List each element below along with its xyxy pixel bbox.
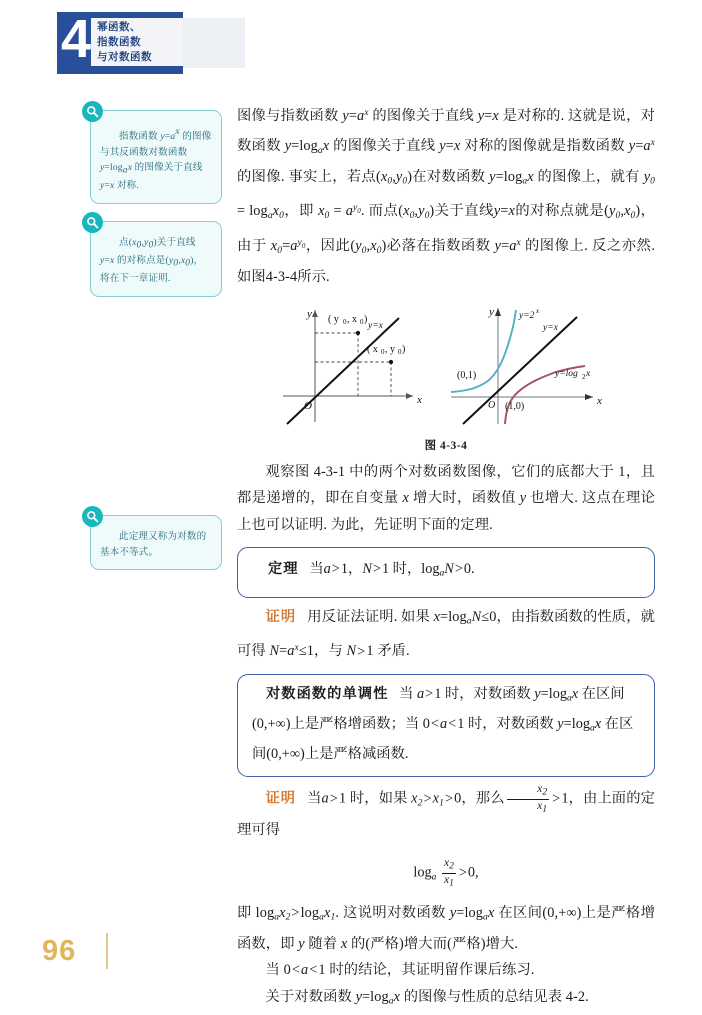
chapter-title-line-2: 指数函数 — [97, 36, 141, 48]
svg-text:y=log: y=log — [555, 368, 578, 379]
paragraph-proof-1: 证明 用反证法证明. 如果 $x=\log_aN\le 0$，由指数函数的性质，就可得 $N=a^x\le 1$，与 N>1 矛盾. — [237, 609, 656, 660]
page-footer — [0, 927, 702, 993]
svg-text:x: x — [536, 306, 540, 315]
paragraph-intro: 图像与指数函数 $y=a^x$ 的图像关于直线 y=x 是对称的. 这就是说，对数函数 $y=\log_ax$ 的图像关于直线 y=x 对称的图像就是指数函数 $y=a^x$ 的图像. 事实上，若点$(x_0,y_0)$在对数函数 $y=\log_ax$ 的图像上，就有 $y_0 = \log_ax_0$，即 $x_0 = a^{y0}$. 而点$(x_0,y_0)$关于直线y=x的对称点就是$(y_0,x_0)$，由于 $x_0=a^{y0}$，因此$(y_0,x_0)$必落在指数函数 $y=a^x$ 的图像上. 反之亦然. 如图4-3-4所示. — [237, 108, 656, 285]
svg-text:0: 0 — [398, 347, 402, 356]
magnifier-icon — [82, 101, 103, 122]
chapter-header — [57, 9, 183, 74]
margin-note-1 — [90, 110, 222, 204]
paragraph-conclusion: 即 $\log_ax_2>\log_ax_1$. 这说明对数函数 $y=\log_ax$ 在区间(0,+∞)上是严格增函数，即 y 随着 x 的(严格)增大而(严格)增大. — [237, 904, 655, 952]
paragraph-table-ref: 关于对数函数 $y=\log_ax$ 的图像与性质的总结见表 4-2. — [265, 988, 589, 1007]
margin-note-3 — [90, 515, 222, 570]
paragraph-exercise-note: 当 0<a<1 时的结论，其证明留作课后练习. — [265, 962, 535, 979]
monotonicity-label: 对数函数的单调性 — [266, 686, 389, 703]
svg-text:, x: , x — [347, 313, 357, 325]
svg-text:( x: ( x — [367, 343, 378, 355]
paragraph-observe: 观察图 4-3-1 中的两个对数函数图像，它们的底都大于 1，且都是递增的，即在自变量 x 增大时，函数值 y 也增大. 这点在理论上也可以证明. 为此，先证明下面的定理. — [237, 463, 655, 533]
chapter-title-line-3: 与对数函数 — [97, 51, 152, 63]
margin-note-2-text: 点(x0,y0)关于直线 y=x 的对称点是(y0,x0)，将在下一章证明. — [100, 238, 204, 285]
svg-text:): ) — [364, 313, 368, 325]
svg-text:y: y — [489, 305, 494, 318]
svg-text:O: O — [304, 399, 312, 412]
svg-text:(1,0): (1,0) — [505, 400, 525, 412]
svg-text:y=x: y=x — [543, 322, 558, 333]
display-equation: $\log_a$ $\frac{x_2}{x_1}$ >0, — [413, 857, 479, 889]
paragraph-proof-2: 证明 当a>1 时，如果 $x_2>x_1>0$，那么 $\frac{x_2}{x_1}$ >1，由上面的定理可得 — [237, 782, 655, 838]
svg-text:, y: , y — [385, 343, 395, 355]
figure-caption: 图 4-3-4 — [424, 439, 468, 452]
margin-note-3-text: 此定理又称为对数的基本不等式。 — [100, 532, 207, 558]
proof-label-1: 证明 — [265, 609, 297, 626]
footer-divider — [106, 933, 108, 969]
magnifier-icon — [82, 212, 103, 233]
magnifier-icon — [82, 506, 103, 527]
svg-text:y=x: y=x — [368, 320, 383, 331]
theorem-label: 定理 — [268, 561, 299, 577]
svg-text:): ) — [402, 343, 406, 355]
theorem-text: 当a>1，N>1 时，$\log_aN>0$. — [302, 561, 475, 579]
svg-text:0: 0 — [360, 317, 364, 326]
monotonicity-box — [237, 674, 655, 777]
chapter-number: 4 — [61, 9, 90, 69]
margin-note-1-text: 指数函数 y=ax 的图像与其反函数对数函数 y=logax 的图像关于直线 y=x 对称. — [100, 127, 212, 192]
figure-left-symmetry — [273, 300, 433, 431]
svg-text:0: 0 — [343, 317, 347, 326]
page-number: 96 — [42, 935, 77, 967]
margin-note-2 — [90, 221, 222, 297]
svg-text:(0,1): (0,1) — [457, 369, 477, 381]
svg-text:( y: ( y — [328, 313, 339, 325]
proof-label-2: 证明 — [265, 790, 297, 807]
chapter-band-tail — [183, 18, 245, 68]
theorem-box — [237, 547, 655, 598]
svg-text:x: x — [597, 394, 602, 407]
figure-group-4-3-4 — [237, 300, 655, 428]
svg-text:0: 0 — [381, 347, 385, 356]
svg-text:x: x — [417, 393, 422, 406]
main-column — [237, 100, 655, 1015]
chapter-title — [97, 20, 183, 65]
svg-text:y: y — [307, 307, 312, 320]
svg-text:y=2: y=2 — [519, 310, 535, 321]
chapter-title-line-1: 幂函数、 — [97, 21, 141, 33]
monotonicity-text: 当 a>1 时，对数函数 $y=\log_ax$ 在区间(0,+∞)上是严格增函数；当 0<a<1 时，对数函数 $y=\log_ax$ 在区间(0,+∞)上是严格减函数. — [252, 686, 634, 763]
svg-text:O: O — [488, 399, 496, 411]
figure-right-exp-log — [443, 300, 618, 431]
svg-text:2: 2 — [582, 372, 586, 381]
svg-text:x: x — [586, 368, 591, 379]
